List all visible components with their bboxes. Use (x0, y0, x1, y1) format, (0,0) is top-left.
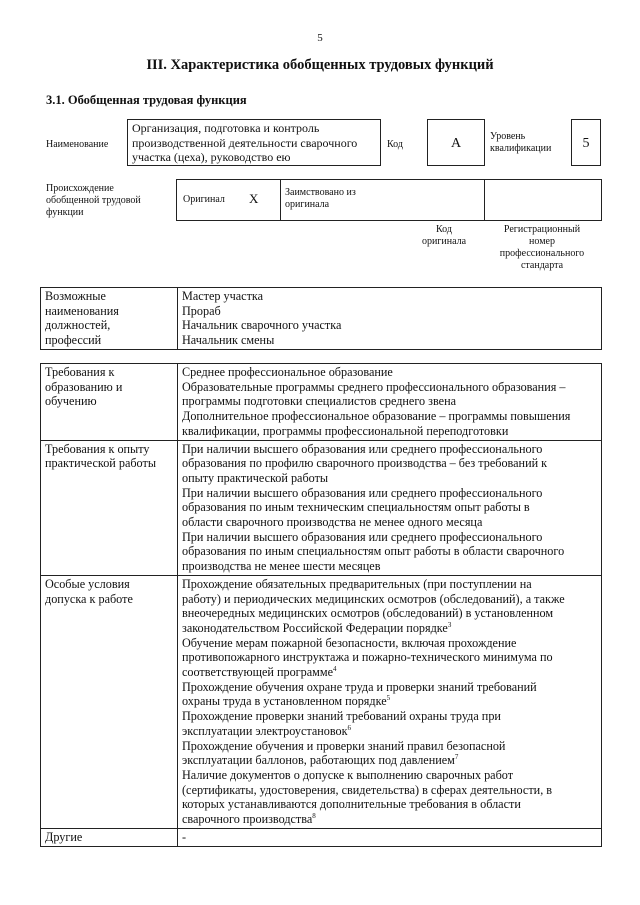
requirement-line: При наличии высшего образования или среднего профессионального (182, 485, 543, 500)
requirement-label-line: практической работы (45, 456, 157, 471)
requirement-line: Обучение мерам пожарной безопасности, включая прохождение (182, 635, 517, 650)
requirement-line: программы подготовки специалистов среднего звена (182, 394, 457, 409)
original-label: Оригинал (183, 194, 225, 205)
requirement-line: Образовательные программы среднего профессионального образования – (182, 379, 566, 394)
code-caption (412, 224, 476, 248)
requirement-label (41, 575, 178, 828)
requirement-line: эксплуатации электроустановок$^6$ (182, 723, 352, 738)
requirement-line: законодательством Российской Федерации порядке$^3$ (182, 620, 452, 635)
reg-caption-line: Регистрационный (503, 224, 581, 235)
function-name-line: участка (цеха), руководство ею (132, 150, 291, 164)
level-label-line: Уровень (490, 131, 526, 142)
origin-label-line: обобщенной трудовой (46, 195, 141, 206)
function-name-line: производственной деятельности сварочного (132, 135, 358, 150)
position-item: Начальник смены (182, 333, 275, 348)
requirement-line: Прохождение обязательных предварительных (при поступлении на (182, 576, 532, 591)
origin-label-line: Происхождение (46, 183, 114, 194)
requirement-value (178, 440, 602, 575)
position-item: Прораб (182, 303, 221, 318)
position-item: Начальник сварочного участка (182, 318, 342, 333)
function-name-box (127, 119, 381, 166)
positions-label-line: должностей, (45, 318, 111, 333)
requirement-value (178, 364, 602, 441)
positions-label (41, 288, 178, 350)
code-label: Код (387, 139, 403, 150)
positions-label-line: Возможные (45, 289, 106, 303)
requirement-line: Прохождение проверки знаний требований охраны труда при (182, 709, 501, 724)
level-value-box: 5 (571, 119, 601, 166)
requirement-line: эксплуатации баллонов, работающих под давлением$^7$ (182, 753, 459, 768)
requirement-line: Наличие документов о допуске к выполнению сварочных работ (182, 767, 514, 782)
requirements-table (40, 363, 602, 847)
requirement-value (178, 575, 602, 828)
position-item: Мастер участка (182, 289, 264, 303)
origin-table (176, 179, 602, 221)
requirement-line: квалификации, программы профессиональной переподготовки (182, 423, 509, 438)
borrowed-label-line: оригинала (285, 199, 330, 210)
footnote-ref[interactable]: 6 (347, 723, 352, 732)
positions-label-line: наименования (45, 303, 119, 318)
borrowed-label (285, 187, 356, 211)
requirement-line: (сертификаты, удостоверения, свидетельства) в сферах деятельности, в (182, 782, 553, 797)
original-mark: X (249, 191, 259, 206)
reg-caption-line: номер (529, 236, 555, 247)
requirement-label-line: допуска к работе (45, 591, 133, 606)
function-name-line: Организация, подготовка и контроль (132, 121, 320, 135)
requirement-line: Прохождение обучения охране труда и проверки знаний требований (182, 679, 537, 694)
requirement-label-line: Особые условия (45, 576, 130, 591)
requirement-line: которых устанавливаются дополнительные требования в области (182, 797, 521, 812)
requirement-line: охраны труда в установленном порядке$^5$ (182, 694, 391, 709)
requirement-line: соответствующей программе$^4$ (182, 665, 337, 680)
requirement-row (41, 440, 602, 575)
footnote-ref[interactable]: 4 (333, 665, 337, 673)
requirement-row (41, 364, 602, 441)
footnote-ref[interactable]: 3 (447, 620, 452, 629)
name-label: Наименование (46, 139, 109, 150)
requirement-line: - (182, 829, 187, 844)
code-caption-line: Код (436, 224, 452, 235)
requirement-line: Дополнительное профессиональное образование – программы повышения (182, 409, 571, 424)
requirement-label-line: обучению (45, 394, 97, 409)
requirement-line: области сварочного производства не менее одного месяца (182, 515, 483, 530)
reg-caption-line: профессионального (499, 248, 585, 259)
footnote-ref[interactable]: 5 (386, 694, 391, 703)
level-label (490, 131, 551, 155)
requirement-line: Среднее профессиональное образование (182, 365, 393, 379)
requirement-line: образования по профилю сварочного производства – без требований к (182, 456, 548, 471)
section-title: III. Характеристика обобщенных трудовых функций (146, 57, 494, 73)
positions-label-line: профессий (45, 333, 102, 348)
code-caption-line: оригинала (421, 236, 467, 247)
requirement-line: противопожарного инструктажа и пожарно-технического минимума по (182, 650, 553, 665)
subsection-title: 3.1. Обобщенная трудовая функция (46, 93, 247, 107)
requirement-label-line: Требования к (45, 365, 115, 379)
requirement-line: При наличии высшего образования или среднего профессионального (182, 441, 543, 456)
requirement-line: образования по иным специальностям опыт работы в области сварочного (182, 544, 565, 559)
footnote-ref[interactable]: 7 (454, 753, 459, 762)
positions-row (41, 288, 602, 350)
requirement-label-line: Требования к опыту (45, 441, 150, 456)
requirement-line: внеочередных медицинских осмотров (обследований) в установленном (182, 606, 554, 621)
reg-caption-line: стандарта (520, 260, 564, 271)
requirement-line: образования по иным техническим специальностям опыт работы в (182, 500, 530, 515)
origin-label-line: функции (46, 207, 84, 218)
requirement-label (41, 364, 178, 441)
reg-caption (484, 224, 600, 272)
requirement-line: При наличии высшего образования или среднего профессионального (182, 529, 543, 544)
requirement-label (41, 440, 178, 575)
requirement-line: Прохождение обучения и проверки знаний правил безопасной (182, 738, 506, 753)
requirement-label (41, 828, 178, 846)
requirement-line: опыту практической работы (182, 470, 329, 485)
origin-label (46, 183, 141, 219)
positions-table (40, 287, 602, 350)
footnote-ref[interactable]: 8 (312, 812, 316, 821)
requirement-line: производства не менее шести месяцев (182, 559, 381, 574)
positions-list (178, 288, 602, 350)
requirement-row (41, 575, 602, 828)
page-number: 5 (317, 32, 323, 44)
code-value-box: А (427, 119, 485, 166)
requirement-line: работу) и периодических медицинских осмотров (обследований), а также (182, 591, 565, 606)
requirement-row (41, 828, 602, 846)
requirement-value (178, 828, 602, 846)
requirement-label-line: Другие (45, 829, 83, 844)
requirement-label-line: образованию и (45, 379, 123, 394)
level-label-line: квалификации (490, 143, 552, 154)
requirement-line: сварочного производства$^8$ (182, 812, 316, 827)
borrowed-label-line: Заимствовано из (285, 187, 356, 198)
